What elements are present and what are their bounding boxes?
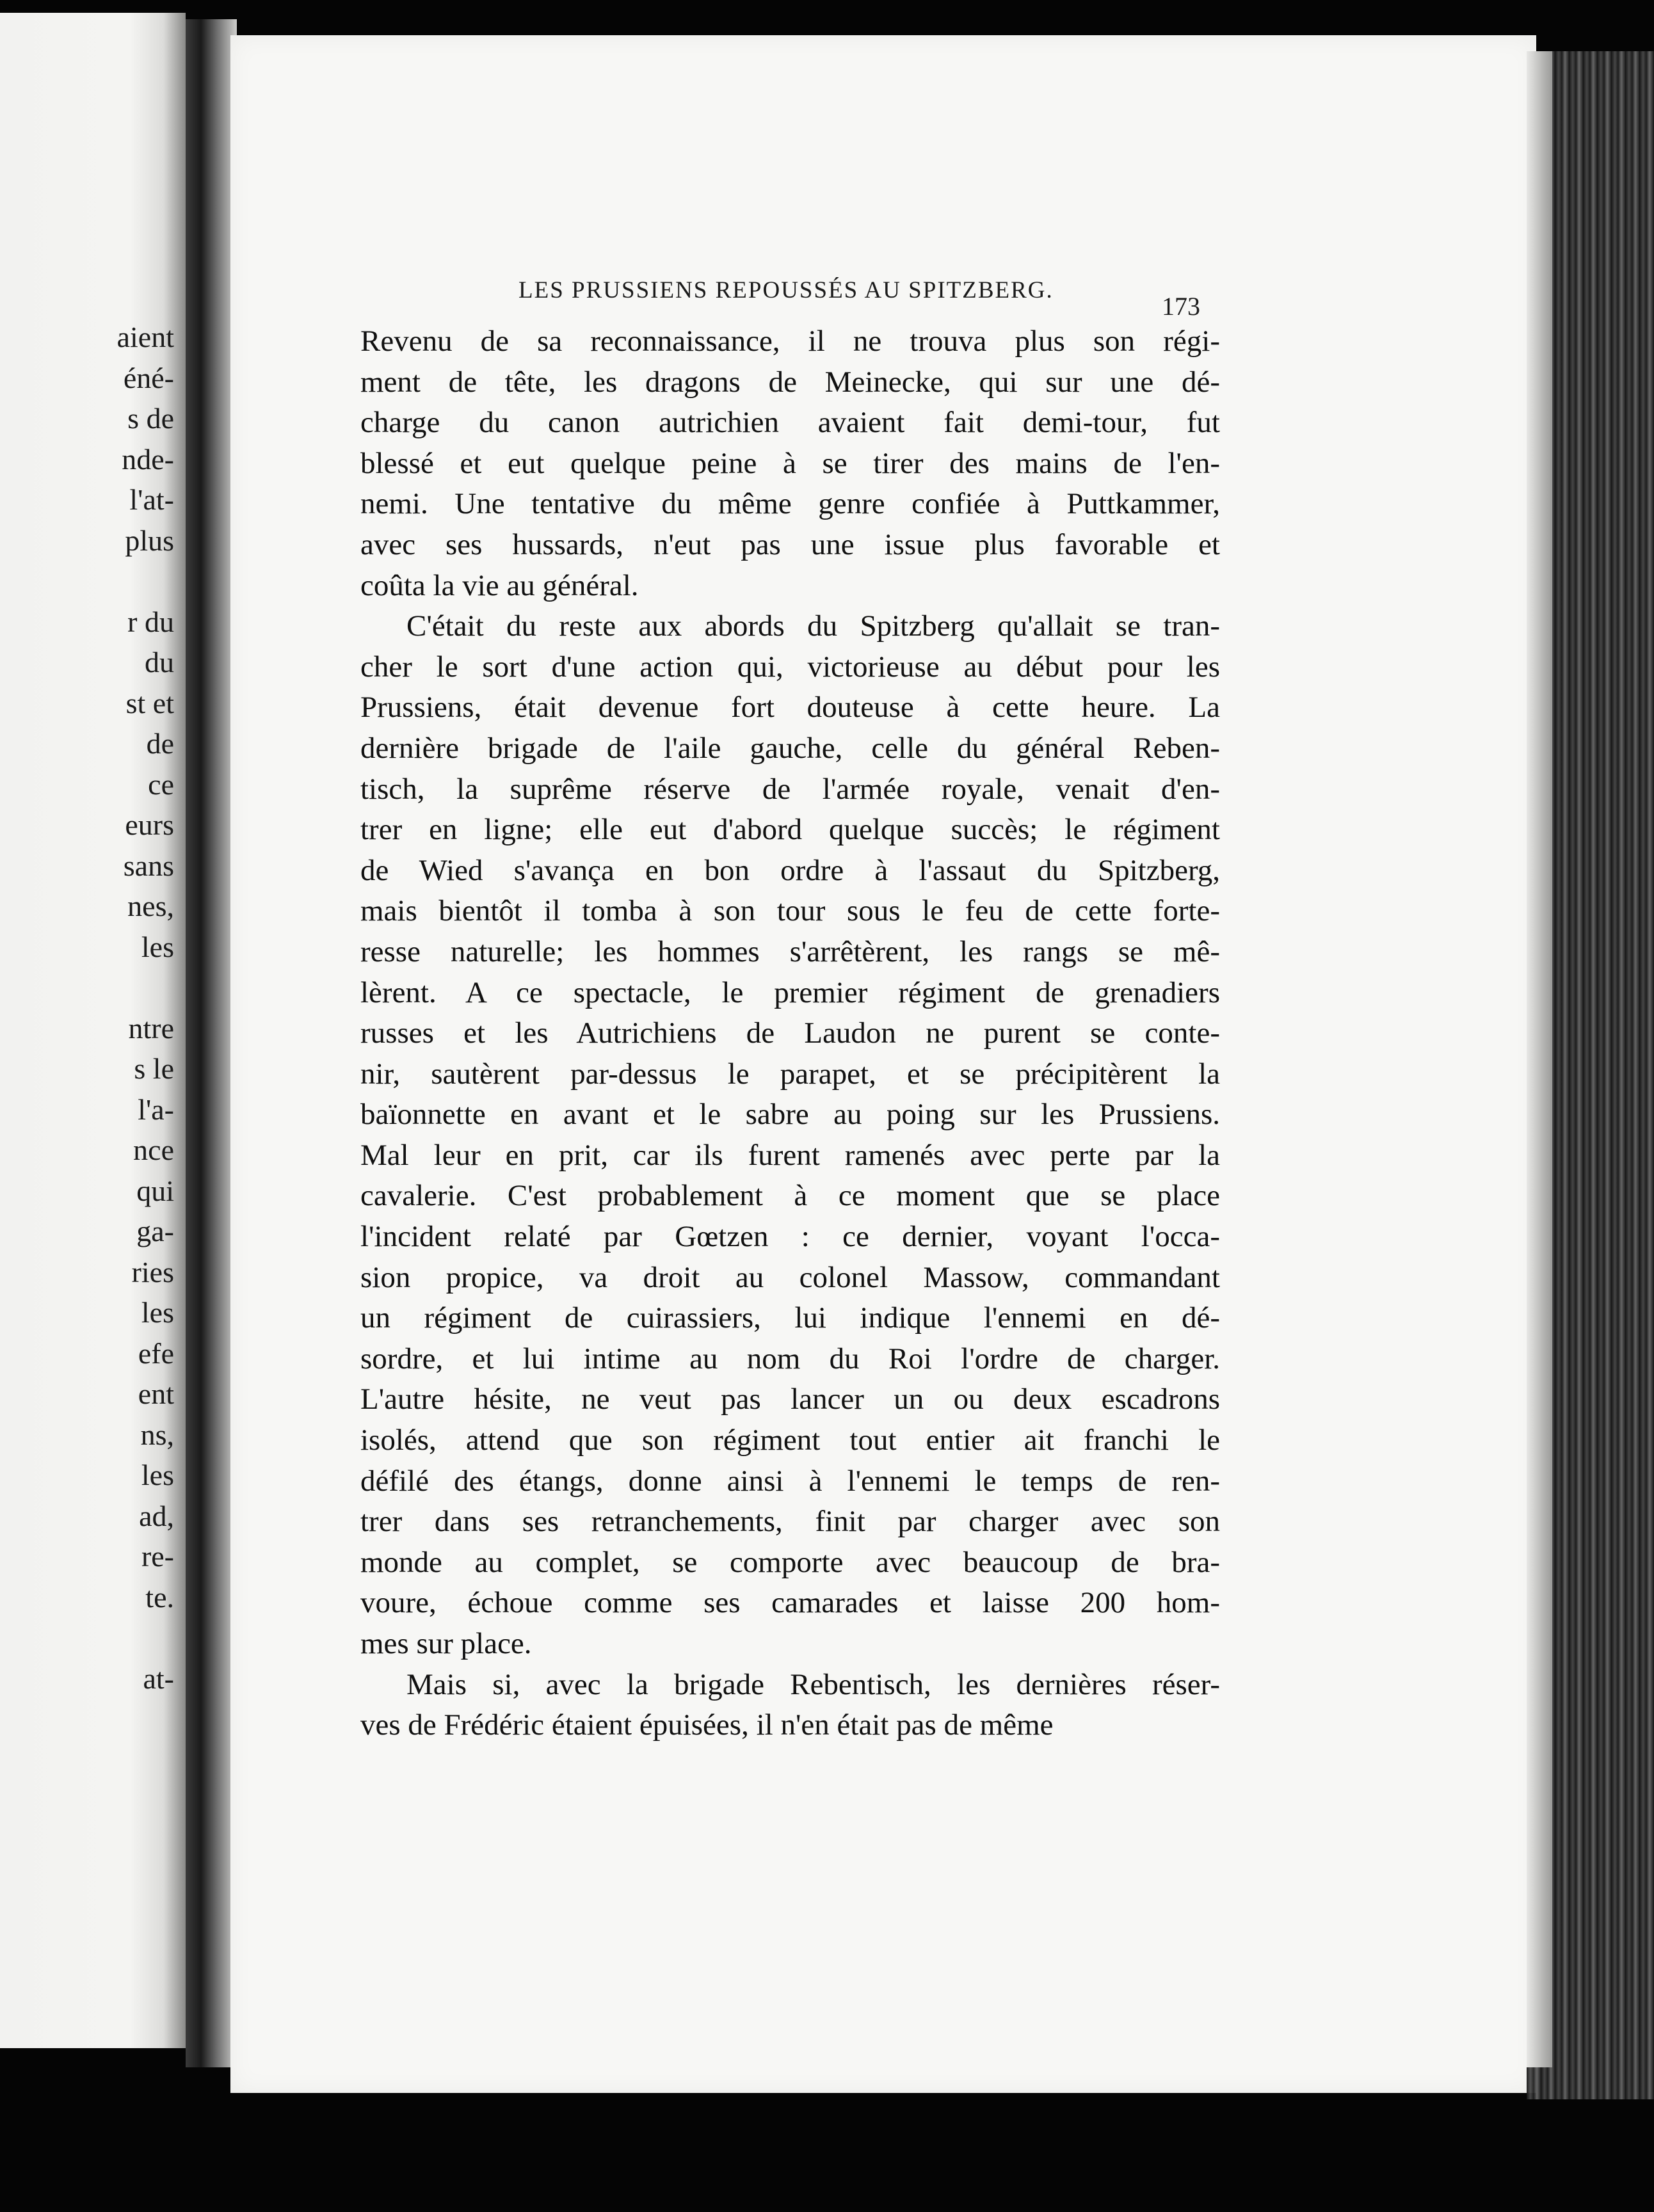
text-line: Mal leur en prit, car ils furent ramenés avec perte par la <box>360 1138 1220 1172</box>
left-fragment: ns, <box>140 1418 174 1451</box>
text-line: coûta la vie au général. <box>360 568 639 602</box>
left-page-text-fragments <box>0 317 174 1699</box>
book-gutter <box>186 19 237 2067</box>
left-fragment <box>0 561 174 602</box>
text-line: sion propice, va droit au colonel Massow, commandant <box>360 1260 1220 1294</box>
text-line: charge du canon autrichien avaient fait demi-tour, fut <box>360 406 1220 440</box>
text-line: cavalerie. C'est probablement à ce moment que se place <box>360 1179 1220 1213</box>
text-line: monde au complet, se comporte avec beaucoup de bra- <box>360 1545 1220 1579</box>
left-fragment: l'at- <box>129 483 174 516</box>
page-number: 173 <box>1162 292 1200 321</box>
text-line: ves de Frédéric étaient épuisées, il n'en était pas de même <box>360 1708 1054 1742</box>
text-line: avec ses hussards, n'eut pas une issue plus favorable et <box>360 527 1220 561</box>
text-line: ment de tête, les dragons de Meinecke, qui sur une dé- <box>360 365 1220 399</box>
left-fragment: l'a- <box>138 1093 174 1126</box>
left-fragment: qui <box>136 1174 174 1207</box>
page-edge-highlight <box>1527 51 1552 2067</box>
left-fragment: ntre <box>128 1011 174 1045</box>
text-line: sordre, et lui intime au nom du Roi l'ordre de charger. <box>360 1342 1220 1375</box>
left-fragment: les <box>141 930 174 963</box>
text-line: blessé et eut quelque peine à se tirer des mains de l'en- <box>360 446 1220 480</box>
left-fragment: de <box>146 727 174 760</box>
text-line: Mais si, avec la brigade Rebentisch, les dernières réser- <box>406 1667 1220 1701</box>
text-line: un régiment de cuirassiers, lui indique l'ennemi en dé- <box>360 1301 1220 1335</box>
running-header: LES PRUSSIENS REPOUSSÉS AU SPITZBERG. <box>518 277 1054 303</box>
body-text <box>360 321 1220 1746</box>
text-line: trer en ligne; elle eut d'abord quelque succès; le régiment <box>360 813 1220 847</box>
left-fragment: les <box>141 1296 174 1329</box>
left-fragment: eurs <box>125 808 174 841</box>
text-line: Prussiens, était devenue fort douteuse à cette heure. La <box>360 691 1220 725</box>
left-fragment: st et <box>125 686 174 719</box>
left-fragment: du <box>145 646 174 678</box>
left-fragment: éné- <box>123 361 174 394</box>
text-line: resse naturelle; les hommes s'arrêtèrent, les rangs se mê- <box>360 934 1220 968</box>
left-fragment <box>0 967 174 1008</box>
left-fragment: ga- <box>136 1215 174 1247</box>
left-fragment: r du <box>127 605 174 638</box>
text-line: dernière brigade de l'aile gauche, celle du général Reben- <box>360 731 1220 765</box>
left-fragment: ad, <box>139 1499 174 1532</box>
text-line: défilé des étangs, donne ainsi à l'ennemi le temps de ren- <box>360 1464 1220 1498</box>
text-line: lèrent. A ce spectacle, le premier régiment de grenadiers <box>360 975 1220 1009</box>
text-line: nir, sautèrent par-dessus le parapet, et se précipitèrent la <box>360 1057 1220 1091</box>
text-line: C'était du reste aux abords du Spitzberg qu'allait se tran- <box>406 609 1220 643</box>
text-line: l'incident relaté par Gœtzen : ce dernier, voyant l'occa- <box>360 1220 1220 1254</box>
left-fragment: s de <box>127 402 174 435</box>
left-fragment: les <box>141 1459 174 1491</box>
text-line: voure, échoue comme ses camarades et laisse 200 hom- <box>360 1586 1220 1620</box>
text-line: de Wied s'avança en bon ordre à l'assaut du Spitzberg, <box>360 853 1220 887</box>
left-fragment <box>0 1617 174 1658</box>
left-fragment: nes, <box>127 890 174 922</box>
text-line: isolés, attend que son régiment tout entier ait franchi le <box>360 1423 1220 1457</box>
text-line: mes sur place. <box>360 1627 532 1660</box>
left-fragment: ce <box>148 767 174 801</box>
text-line: Revenu de sa reconnaissance, il ne trouva plus son régi- <box>360 325 1220 358</box>
text-line: trer dans ses retranchements, finit par charger avec son <box>360 1505 1220 1539</box>
left-fragment: nde- <box>122 442 174 476</box>
left-fragment: s le <box>134 1052 174 1085</box>
left-fragment: sans <box>123 849 174 882</box>
left-fragment: efe <box>138 1336 174 1370</box>
text-line: russes et les Autrichiens de Laudon ne purent se conte- <box>360 1016 1220 1050</box>
left-fragment: ries <box>131 1255 174 1288</box>
left-fragment: aient <box>116 321 174 353</box>
left-fragment: nce <box>133 1134 174 1166</box>
left-fragment: at- <box>143 1662 174 1695</box>
left-fragment: plus <box>125 524 174 557</box>
left-fragment: re- <box>141 1540 174 1573</box>
text-line: mais bientôt il tomba à son tour sous le feu de cette forte- <box>360 894 1220 928</box>
left-fragment: ent <box>138 1377 174 1410</box>
text-line: nemi. Une tentative du même genre confiée à Puttkammer, <box>360 487 1220 521</box>
text-line: L'autre hésite, ne veut pas lancer un ou deux escadrons <box>360 1382 1220 1416</box>
left-fragment: te. <box>145 1580 174 1614</box>
text-line: tisch, la suprême réserve de l'armée royale, venait d'en- <box>360 772 1220 806</box>
text-line: baïonnette en avant et le sabre au poing sur les Prussiens. <box>360 1098 1220 1132</box>
text-line: cher le sort d'une action qui, victorieuse au début pour les <box>360 650 1220 684</box>
